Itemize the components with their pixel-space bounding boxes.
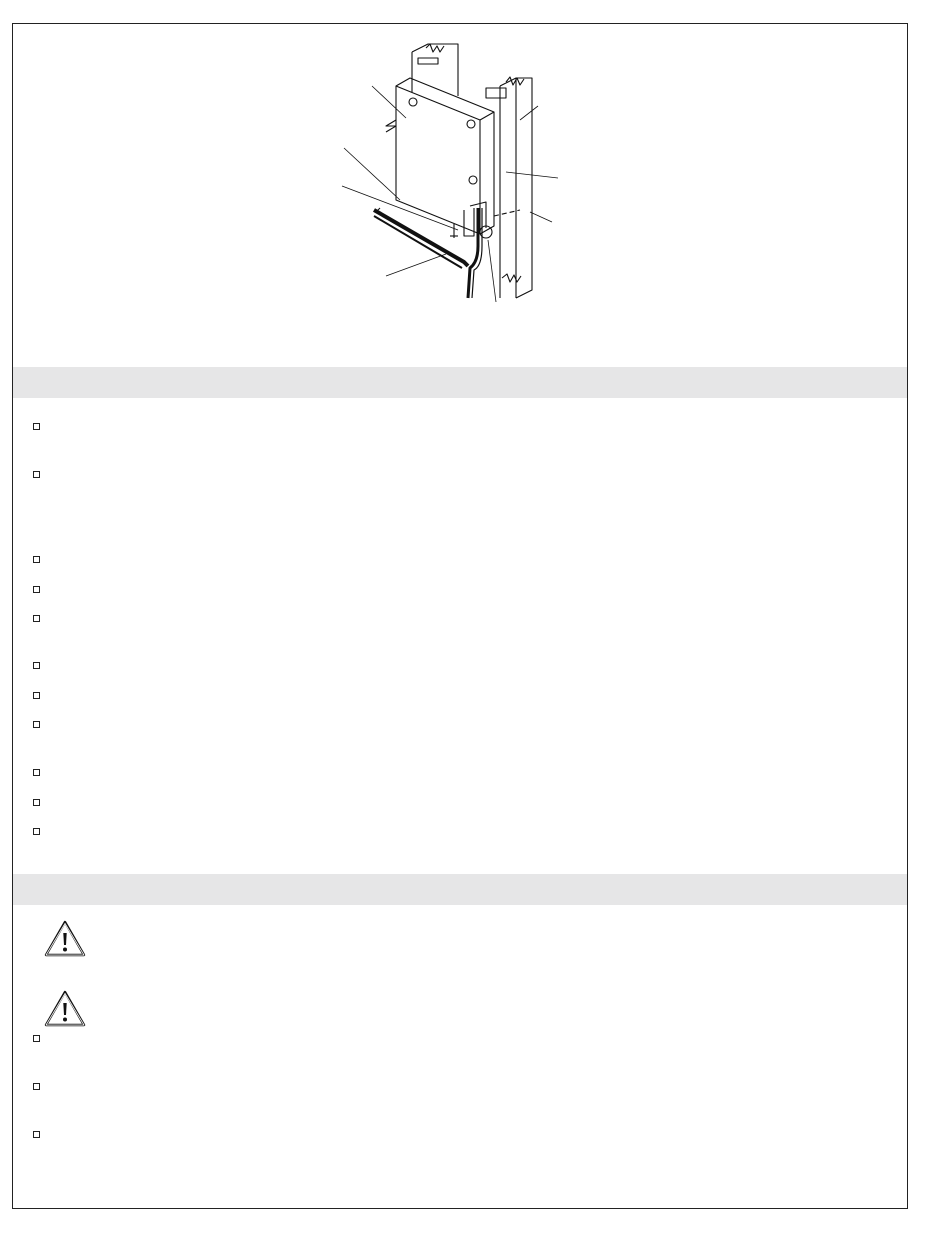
checklist-checkbox[interactable] [33,662,40,669]
warning-triangle-icon [43,989,87,1029]
checklist-checkbox[interactable] [33,692,40,699]
checklist-checkbox[interactable] [33,1083,40,1090]
checklist-checkbox[interactable] [33,721,40,728]
checklist-checkbox[interactable] [33,423,40,430]
checklist-checkbox[interactable] [33,556,40,563]
checklist-checkbox[interactable] [33,615,40,622]
checklist-checkbox[interactable] [33,471,40,478]
checklist-checkbox[interactable] [33,799,40,806]
checklist-checkbox[interactable] [33,828,40,835]
board-rail-diagram [330,40,570,320]
checklist-checkbox[interactable] [33,1035,40,1042]
warning-triangle-icon [43,919,87,959]
checklist-checkbox[interactable] [33,769,40,776]
section-header-band [13,874,907,905]
section-header-band [13,367,907,398]
checklist-checkbox[interactable] [33,586,40,593]
checklist-checkbox[interactable] [33,1131,40,1138]
